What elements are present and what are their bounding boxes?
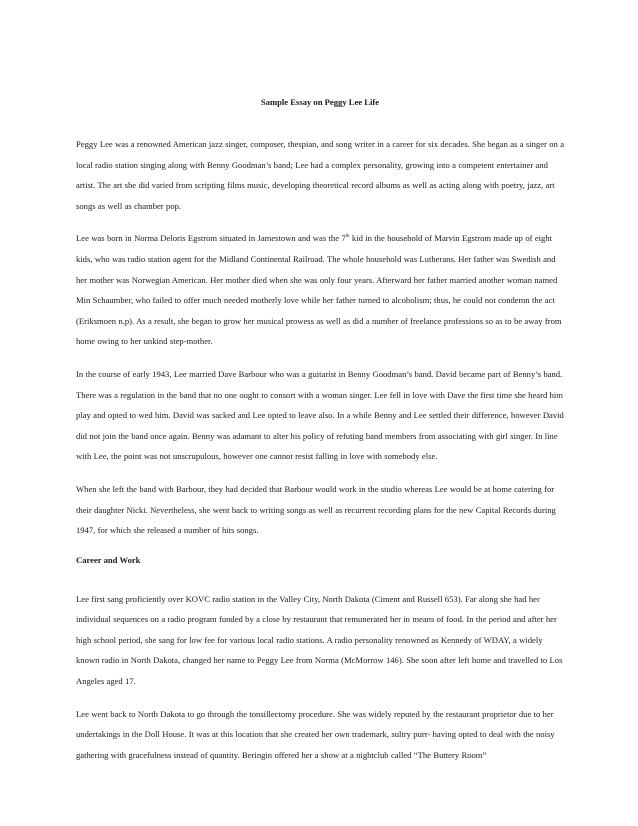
paragraph-early-life-text-b: kid in the household of Marvin Egstrom made up of eight kids, who was radio station agent for the Midland Continental Railroad. The whole household was Lutherans. Her father was Swedish and her mother was Norwegian American. Her mother died when she was only four years. Afterward her father married another woman named Min Schaumber, who failed to offer much needed motherly love while her father turned to alcoholism; thus, he could not condemn the act (Eriksmoen n.p). As a result, she began to grow her musical prowess as well as did a number of freelance professions so as to be away from home owing to her unkind step-mother. [76, 233, 562, 347]
paragraph-career-radio: Lee first sang proficiently over KOVC radio station in the Valley City, North Dakota (Ciment and Russell 653). Far along she had her individual sequences on a radio program funded by a close by restaurant that remunerated her in means of food. In the period and after her high school period, she sang for low fee for various local radio stations. A radio personality renowned as Kennedy of WDAY, a widely known radio in North Dakota, changed her name to Peggy Lee from Norma (McMorrow 146). She soon after left home and travelled to Los Angeles aged 17. [76, 593, 563, 687]
section-heading-career: Career and Work [76, 554, 141, 565]
document-page [76, 96, 564, 777]
paragraph-early-life [76, 228, 564, 352]
paragraph-early-life-text-a: Lee was born in Norma Deloris Egstrom situated in Jamestown and was the 7 [76, 233, 346, 244]
paragraph-intro: Peggy Lee was a renowned American jazz singer, composer, thespian, and song writer in a career for six decades. She began as a singer on a local radio station singing along with Benny Goodman’s band; Lee had a complex personality, growing into a competent entertainer and artist. The art she did varied from scripting films music, developing theoretical record albums as well as acting along with poetry, jazz, art songs as well as chamber pop. [76, 139, 565, 211]
document-title: Sample Essay on Peggy Lee Life [260, 97, 380, 107]
paragraph-career-north-dakota: Lee went back to North Dakota to go through the tonsillectomy procedure. She was widely reputed by the restaurant proprietor due to her undertakings in the Doll House. It was at this location that she created her own trademark, sultry purr- having opted to deal with the noisy gathering with gracefulness instead of quantity. Beringin offered her a show at a nightclub called “The Buttery Room” [76, 708, 555, 760]
paragraph-marriage: In the course of early 1943, Lee married Dave Barbour who was a guitarist in Benny Goodman’s band. David became part of Benny’s band. There was a regulation in the band that no one ought to consort with a woman singer. Lee fell in love with Dave the first time she heard him play and opted to wed him. David was sacked and Lee opted to leave also. In a while Benny and Lee settled their difference, however David did not join the band once again. Benny was adamant to alter his policy of refuting band members from associating with girl singer. In line with Lee, the point was not unscrupulous, however one cannot resist falling in love with somebody else. [76, 368, 564, 462]
paragraph-after-band: When she left the band with Barbour, they had decided that Barbour would work in the studio whereas Lee would be at home catering for their daughter Nicki. Nevertheless, she went back to writing songs as well as recurrent recording plans for the new Capital Records during 1947, for which she released a number of hits songs. [76, 483, 556, 536]
ordinal-superscript: th [345, 234, 350, 240]
